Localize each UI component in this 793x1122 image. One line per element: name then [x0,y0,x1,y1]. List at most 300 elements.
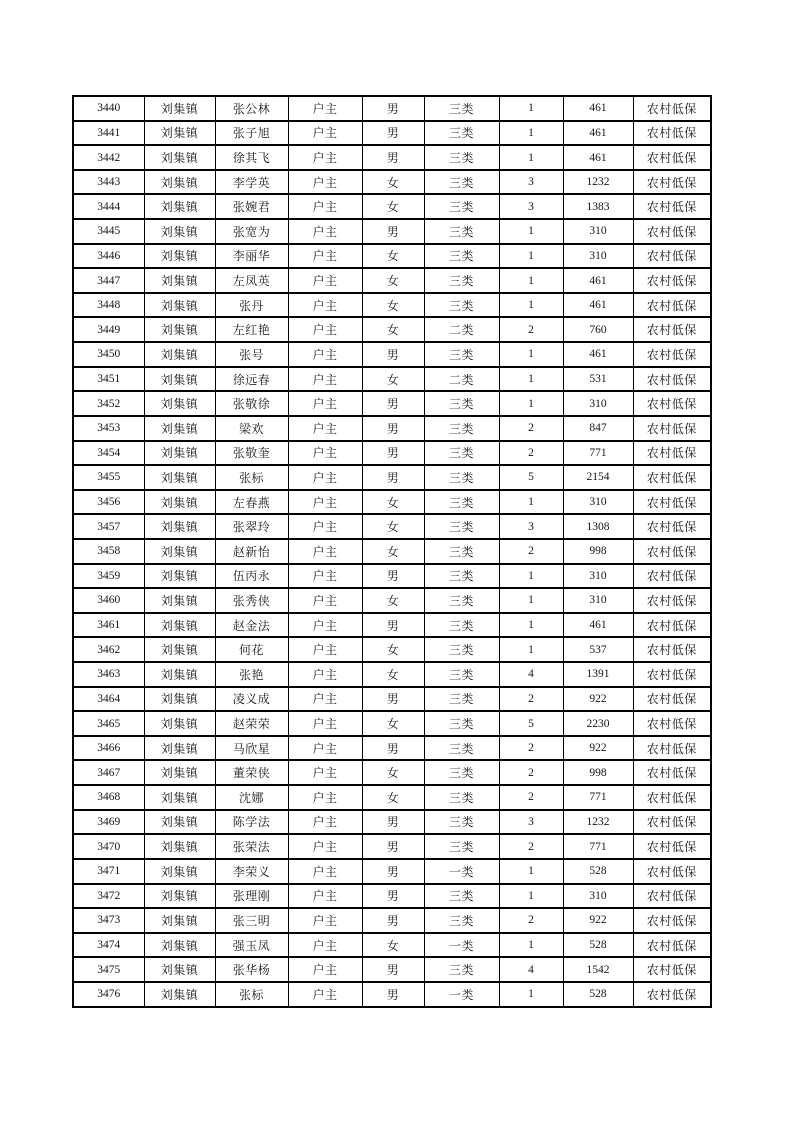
table-row [73,736,711,761]
cell-category: 三类 [424,662,499,687]
cell-amount: 310 [563,490,633,515]
cell-category: 二类 [424,317,499,342]
cell-name: 张号 [215,342,288,367]
cell-amount: 531 [563,367,633,392]
cell-serial: 3448 [73,293,144,318]
cell-town: 刘集镇 [144,490,215,515]
cell-household-count: 1 [499,268,563,293]
cell-amount: 461 [563,293,633,318]
cell-name: 李荣义 [215,859,288,884]
cell-welfare-type: 农村低保 [633,662,711,687]
table-row [73,637,711,662]
cell-town: 刘集镇 [144,908,215,933]
cell-household-count: 1 [499,564,563,589]
cell-category: 三类 [424,121,499,146]
cell-household-count: 1 [499,367,563,392]
cell-household-count: 5 [499,465,563,490]
cell-household-count: 1 [499,884,563,909]
cell-gender: 女 [362,760,424,785]
cell-relation: 户主 [288,613,362,638]
cell-name: 凌义成 [215,687,288,712]
cell-gender: 男 [362,884,424,909]
cell-household-count: 1 [499,145,563,170]
cell-gender: 男 [362,736,424,761]
cell-name: 张艳 [215,662,288,687]
cell-name: 左春燕 [215,490,288,515]
cell-relation: 户主 [288,121,362,146]
cell-gender: 男 [362,957,424,982]
cell-category: 一类 [424,859,499,884]
cell-welfare-type: 农村低保 [633,96,711,121]
cell-welfare-type: 农村低保 [633,293,711,318]
table-row [73,908,711,933]
cell-relation: 户主 [288,908,362,933]
cell-name: 沈娜 [215,785,288,810]
cell-serial: 3459 [73,564,144,589]
cell-relation: 户主 [288,588,362,613]
cell-relation: 户主 [288,244,362,269]
cell-category: 三类 [424,736,499,761]
cell-name: 张三明 [215,908,288,933]
cell-category: 三类 [424,244,499,269]
cell-amount: 310 [563,391,633,416]
cell-gender: 女 [362,268,424,293]
cell-welfare-type: 农村低保 [633,219,711,244]
cell-serial: 3467 [73,760,144,785]
cell-welfare-type: 农村低保 [633,957,711,982]
table-row [73,687,711,712]
cell-serial: 3441 [73,121,144,146]
table-row [73,317,711,342]
cell-amount: 461 [563,96,633,121]
cell-relation: 户主 [288,416,362,441]
table-row [73,785,711,810]
cell-relation: 户主 [288,785,362,810]
cell-gender: 女 [362,317,424,342]
cell-town: 刘集镇 [144,96,215,121]
cell-welfare-type: 农村低保 [633,317,711,342]
cell-relation: 户主 [288,711,362,736]
table-row [73,564,711,589]
cell-relation: 户主 [288,637,362,662]
cell-relation: 户主 [288,810,362,835]
cell-name: 马欣星 [215,736,288,761]
cell-category: 三类 [424,588,499,613]
cell-serial: 3475 [73,957,144,982]
cell-name: 强玉凤 [215,933,288,958]
cell-household-count: 2 [499,441,563,466]
cell-relation: 户主 [288,441,362,466]
cell-name: 张敬奎 [215,441,288,466]
cell-household-count: 3 [499,514,563,539]
cell-serial: 3463 [73,662,144,687]
cell-town: 刘集镇 [144,884,215,909]
table-row [73,342,711,367]
table-row [73,293,711,318]
cell-household-count: 2 [499,687,563,712]
cell-gender: 男 [362,687,424,712]
cell-welfare-type: 农村低保 [633,490,711,515]
cell-town: 刘集镇 [144,613,215,638]
cell-relation: 户主 [288,391,362,416]
cell-town: 刘集镇 [144,736,215,761]
cell-relation: 户主 [288,145,362,170]
cell-gender: 男 [362,416,424,441]
cell-category: 三类 [424,834,499,859]
cell-amount: 2154 [563,465,633,490]
cell-welfare-type: 农村低保 [633,268,711,293]
cell-name: 张宽为 [215,219,288,244]
cell-category: 三类 [424,490,499,515]
cell-name: 张公林 [215,96,288,121]
cell-serial: 3462 [73,637,144,662]
cell-household-count: 2 [499,736,563,761]
table-row [73,416,711,441]
cell-amount: 528 [563,982,633,1007]
cell-name: 何花 [215,637,288,662]
cell-name: 左红艳 [215,317,288,342]
cell-gender: 男 [362,859,424,884]
cell-name: 李丽华 [215,244,288,269]
welfare-recipients-table [72,95,712,1008]
cell-category: 三类 [424,908,499,933]
cell-serial: 3443 [73,170,144,195]
cell-town: 刘集镇 [144,441,215,466]
cell-welfare-type: 农村低保 [633,441,711,466]
cell-gender: 女 [362,637,424,662]
cell-amount: 528 [563,859,633,884]
cell-amount: 922 [563,687,633,712]
cell-name: 李学英 [215,170,288,195]
cell-serial: 3442 [73,145,144,170]
cell-town: 刘集镇 [144,859,215,884]
cell-gender: 男 [362,342,424,367]
cell-serial: 3468 [73,785,144,810]
cell-serial: 3449 [73,317,144,342]
cell-relation: 户主 [288,933,362,958]
cell-name: 左凤英 [215,268,288,293]
cell-category: 一类 [424,982,499,1007]
cell-gender: 男 [362,613,424,638]
cell-town: 刘集镇 [144,957,215,982]
table-row [73,465,711,490]
cell-relation: 户主 [288,736,362,761]
cell-town: 刘集镇 [144,170,215,195]
cell-category: 三类 [424,785,499,810]
cell-category: 二类 [424,367,499,392]
cell-household-count: 3 [499,194,563,219]
cell-welfare-type: 农村低保 [633,613,711,638]
cell-serial: 3472 [73,884,144,909]
cell-welfare-type: 农村低保 [633,711,711,736]
cell-serial: 3471 [73,859,144,884]
cell-gender: 女 [362,194,424,219]
table-row [73,194,711,219]
cell-household-count: 2 [499,834,563,859]
cell-household-count: 1 [499,613,563,638]
cell-category: 三类 [424,145,499,170]
cell-name: 赵金法 [215,613,288,638]
cell-gender: 女 [362,933,424,958]
cell-household-count: 1 [499,96,563,121]
cell-welfare-type: 农村低保 [633,121,711,146]
cell-serial: 3474 [73,933,144,958]
cell-welfare-type: 农村低保 [633,194,711,219]
cell-town: 刘集镇 [144,342,215,367]
cell-amount: 2230 [563,711,633,736]
cell-category: 三类 [424,342,499,367]
table-row [73,957,711,982]
cell-welfare-type: 农村低保 [633,637,711,662]
cell-category: 三类 [424,884,499,909]
cell-amount: 1542 [563,957,633,982]
cell-name: 张荣法 [215,834,288,859]
cell-category: 三类 [424,637,499,662]
cell-amount: 1383 [563,194,633,219]
cell-category: 三类 [424,539,499,564]
cell-amount: 461 [563,121,633,146]
cell-category: 三类 [424,465,499,490]
cell-welfare-type: 农村低保 [633,564,711,589]
cell-name: 张秀侠 [215,588,288,613]
cell-name: 张标 [215,982,288,1007]
cell-town: 刘集镇 [144,219,215,244]
cell-name: 张丹 [215,293,288,318]
cell-gender: 女 [362,244,424,269]
cell-gender: 男 [362,391,424,416]
cell-relation: 户主 [288,859,362,884]
cell-category: 三类 [424,687,499,712]
cell-welfare-type: 农村低保 [633,982,711,1007]
cell-household-count: 3 [499,810,563,835]
cell-serial: 3466 [73,736,144,761]
cell-category: 三类 [424,711,499,736]
cell-serial: 3473 [73,908,144,933]
cell-amount: 771 [563,834,633,859]
cell-welfare-type: 农村低保 [633,736,711,761]
cell-gender: 男 [362,219,424,244]
cell-welfare-type: 农村低保 [633,514,711,539]
cell-welfare-type: 农村低保 [633,785,711,810]
cell-town: 刘集镇 [144,317,215,342]
cell-name: 张子旭 [215,121,288,146]
cell-gender: 女 [362,662,424,687]
table-row [73,490,711,515]
cell-town: 刘集镇 [144,564,215,589]
cell-relation: 户主 [288,219,362,244]
cell-amount: 310 [563,219,633,244]
cell-household-count: 4 [499,662,563,687]
cell-amount: 1391 [563,662,633,687]
cell-serial: 3456 [73,490,144,515]
cell-relation: 户主 [288,982,362,1007]
cell-relation: 户主 [288,884,362,909]
cell-welfare-type: 农村低保 [633,884,711,909]
cell-welfare-type: 农村低保 [633,244,711,269]
cell-category: 三类 [424,613,499,638]
cell-town: 刘集镇 [144,391,215,416]
cell-welfare-type: 农村低保 [633,687,711,712]
table-row [73,514,711,539]
cell-serial: 3455 [73,465,144,490]
cell-serial: 3464 [73,687,144,712]
table-row [73,367,711,392]
cell-town: 刘集镇 [144,637,215,662]
cell-town: 刘集镇 [144,194,215,219]
cell-name: 董荣侠 [215,760,288,785]
cell-welfare-type: 农村低保 [633,834,711,859]
cell-welfare-type: 农村低保 [633,908,711,933]
cell-gender: 女 [362,711,424,736]
cell-household-count: 4 [499,957,563,982]
table-row [73,121,711,146]
cell-category: 三类 [424,293,499,318]
cell-town: 刘集镇 [144,933,215,958]
cell-relation: 户主 [288,957,362,982]
cell-name: 张理刚 [215,884,288,909]
cell-household-count: 1 [499,244,563,269]
cell-gender: 女 [362,588,424,613]
cell-household-count: 1 [499,637,563,662]
cell-name: 陈学法 [215,810,288,835]
cell-serial: 3445 [73,219,144,244]
cell-amount: 771 [563,785,633,810]
cell-gender: 女 [362,293,424,318]
cell-town: 刘集镇 [144,539,215,564]
cell-category: 三类 [424,514,499,539]
cell-name: 张敬徐 [215,391,288,416]
cell-category: 三类 [424,219,499,244]
cell-name: 梁欢 [215,416,288,441]
cell-name: 张翠玲 [215,514,288,539]
cell-gender: 男 [362,441,424,466]
cell-household-count: 1 [499,391,563,416]
cell-household-count: 1 [499,293,563,318]
cell-welfare-type: 农村低保 [633,760,711,785]
cell-serial: 3465 [73,711,144,736]
cell-amount: 771 [563,441,633,466]
cell-gender: 男 [362,834,424,859]
cell-amount: 1232 [563,810,633,835]
table-row [73,539,711,564]
cell-town: 刘集镇 [144,760,215,785]
table-row [73,933,711,958]
table-row [73,96,711,121]
cell-serial: 3447 [73,268,144,293]
table-row [73,268,711,293]
cell-town: 刘集镇 [144,145,215,170]
cell-amount: 1308 [563,514,633,539]
cell-relation: 户主 [288,194,362,219]
cell-amount: 998 [563,539,633,564]
cell-category: 三类 [424,441,499,466]
cell-category: 三类 [424,564,499,589]
cell-welfare-type: 农村低保 [633,367,711,392]
cell-category: 三类 [424,810,499,835]
table-row [73,834,711,859]
cell-gender: 男 [362,982,424,1007]
cell-category: 三类 [424,96,499,121]
cell-town: 刘集镇 [144,244,215,269]
cell-serial: 3470 [73,834,144,859]
cell-amount: 537 [563,637,633,662]
cell-household-count: 1 [499,219,563,244]
cell-household-count: 1 [499,121,563,146]
cell-relation: 户主 [288,662,362,687]
cell-amount: 461 [563,613,633,638]
cell-name: 赵新怡 [215,539,288,564]
cell-serial: 3458 [73,539,144,564]
cell-household-count: 2 [499,785,563,810]
cell-gender: 男 [362,121,424,146]
cell-welfare-type: 农村低保 [633,416,711,441]
cell-household-count: 1 [499,342,563,367]
table-row [73,244,711,269]
cell-household-count: 2 [499,908,563,933]
cell-serial: 3476 [73,982,144,1007]
cell-relation: 户主 [288,687,362,712]
cell-amount: 310 [563,244,633,269]
cell-serial: 3461 [73,613,144,638]
table-row [73,859,711,884]
table-row [73,588,711,613]
cell-amount: 310 [563,564,633,589]
cell-town: 刘集镇 [144,662,215,687]
cell-gender: 男 [362,810,424,835]
cell-amount: 310 [563,884,633,909]
cell-town: 刘集镇 [144,465,215,490]
cell-category: 三类 [424,416,499,441]
cell-serial: 3454 [73,441,144,466]
cell-name: 张婉君 [215,194,288,219]
cell-relation: 户主 [288,564,362,589]
cell-gender: 男 [362,96,424,121]
cell-amount: 1232 [563,170,633,195]
cell-household-count: 1 [499,933,563,958]
cell-household-count: 2 [499,317,563,342]
cell-town: 刘集镇 [144,268,215,293]
cell-category: 一类 [424,933,499,958]
cell-household-count: 2 [499,539,563,564]
cell-amount: 922 [563,908,633,933]
cell-amount: 461 [563,268,633,293]
table-row [73,884,711,909]
cell-serial: 3453 [73,416,144,441]
cell-gender: 男 [362,908,424,933]
cell-welfare-type: 农村低保 [633,465,711,490]
table-row [73,613,711,638]
table-row [73,711,711,736]
cell-town: 刘集镇 [144,810,215,835]
cell-town: 刘集镇 [144,121,215,146]
cell-welfare-type: 农村低保 [633,170,711,195]
table-row [73,982,711,1007]
cell-welfare-type: 农村低保 [633,933,711,958]
cell-household-count: 2 [499,416,563,441]
table-row [73,760,711,785]
cell-amount: 461 [563,342,633,367]
cell-serial: 3440 [73,96,144,121]
cell-town: 刘集镇 [144,687,215,712]
cell-name: 赵荣荣 [215,711,288,736]
cell-town: 刘集镇 [144,588,215,613]
cell-town: 刘集镇 [144,367,215,392]
cell-relation: 户主 [288,760,362,785]
cell-serial: 3469 [73,810,144,835]
cell-gender: 女 [362,785,424,810]
cell-serial: 3446 [73,244,144,269]
cell-gender: 男 [362,465,424,490]
